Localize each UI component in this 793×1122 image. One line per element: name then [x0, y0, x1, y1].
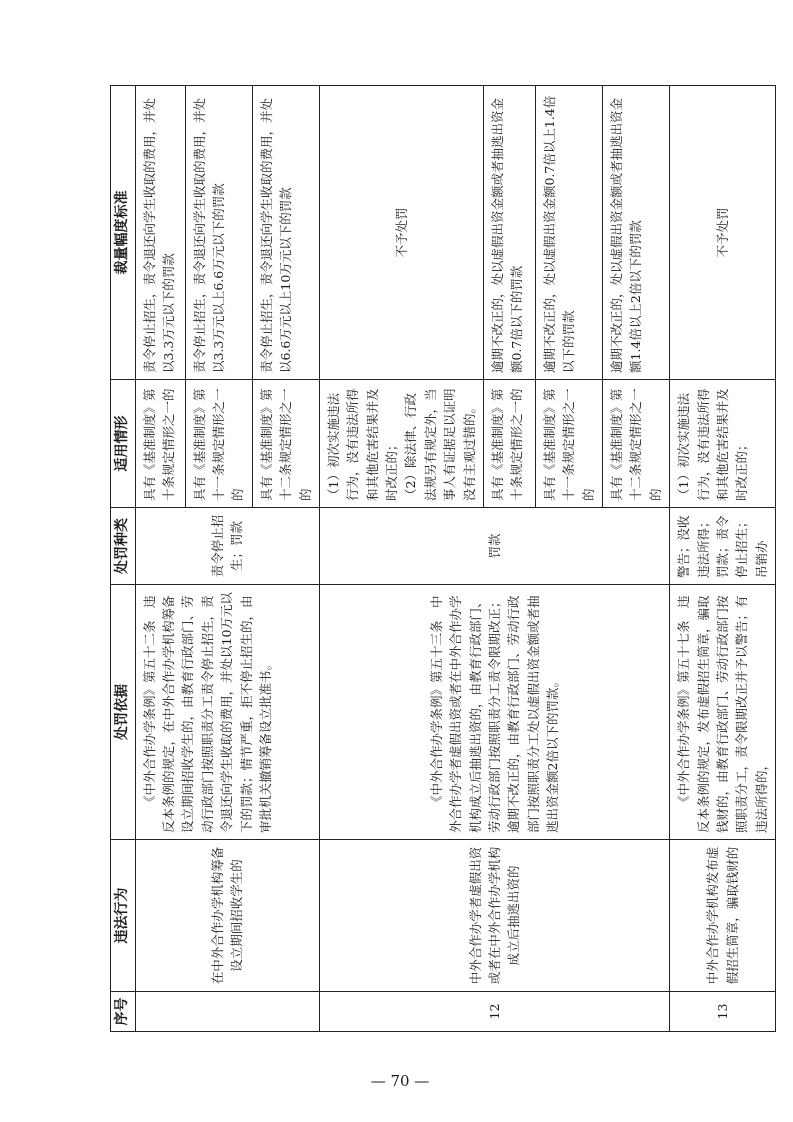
rotated-page [110, 86, 769, 1032]
row-a-situation-1: 具有《基准制度》第十条规定情形之一的 [135, 380, 185, 508]
header-kind: 处罚种类 [111, 508, 136, 585]
row-a-kind: 责令停止招生；罚款 [135, 508, 319, 585]
row-a-standard-3: 责令停止招生，责令退还向学生收取的费用，并处以6.6万元以上10万元以下的罚款 [252, 86, 319, 380]
table-row [670, 86, 776, 1032]
row-12-situation-1: （1）初次实施违法行为，没有违法所得和其他危害结果并及时改正的； （2）除法律、行政法规另有规定外，当事人有证据足以证明没有主观过错的。 [319, 380, 483, 508]
row-13-behavior: 中外合作办学机构发布虚假招生简章，骗取钱财的 [670, 840, 776, 992]
row-13-standard: 不予处罚 [670, 86, 776, 380]
row-12-kind: 罚款 [319, 508, 669, 585]
row-a-no [135, 992, 319, 1032]
row-12-situation-3: 具有《基准制度》第十一条规定情形之一的 [535, 380, 602, 508]
row-12-situation-4: 具有《基准制度》第十二条规定情形之一的 [603, 380, 670, 508]
row-12-behavior: 中外合作办学者虚假出资或者在中外合作办学机构成立后抽逃出资的 [319, 840, 669, 992]
table-header-row [111, 86, 136, 1032]
row-12-standard-4: 逾期不改正的，处以虚假出资金额或者抽逃出资金额1.4倍以上2倍以下的罚款 [603, 86, 670, 380]
row-a-basis: 《中外合作办学条例》第五十二条 违反本条例的规定，在中外合作办学机构筹备设立期间招收学生的，由教育行政部门、劳动行政部门按照职责分工责令停止招生，责令退还向学生收取的费用，并处以10万元以下的罚款；情节严重，拒不停止招生的，由审批机关撤销筹备设立批准书。 [135, 585, 319, 840]
row-a-behavior: 在中外合作办学机构筹备设立期间招收学生的 [135, 840, 319, 992]
row-12-standard-1: 不予处罚 [319, 86, 483, 380]
row-a-situation-2: 具有《基准制度》第十一条规定情形之一的 [185, 380, 252, 508]
header-no: 序号 [111, 992, 136, 1032]
header-standard: 裁量幅度标准 [111, 86, 136, 380]
header-situation: 适用情形 [111, 380, 136, 508]
row-13-no: 13 [670, 992, 776, 1032]
row-12-standard-2: 逾期不改正的，处以虚假出资金额或者抽逃出资金额0.7倍以下的罚款 [483, 86, 535, 380]
row-a-situation-3: 具有《基准制度》第十二条规定情形之一的 [252, 380, 319, 508]
row-a-standard-1: 责令停止招生，责令退还向学生收取的费用，并处以3.3万元以下的罚款 [135, 86, 185, 380]
table-row [319, 86, 483, 1032]
row-13-basis: 《中外合作办学条例》第五十七条 违反本条例的规定，发布虚假招生简章，骗取钱财的，由教育行政部门、劳动行政部门按照职责分工，责令限期改正并予以警告；有违法所得的， [670, 585, 776, 840]
row-a-standard-2: 责令停止招生，责令退还向学生收取的费用，并处以3.3万元以上6.6万元以下的罚款 [185, 86, 252, 380]
page-number: — 70 — [370, 1072, 430, 1090]
row-13-situation: （1）初次实施违法行为，没有违法所得和其他危害结果并及时改正的； [670, 380, 776, 508]
header-basis: 处罚依据 [111, 585, 136, 840]
row-12-no: 12 [319, 992, 669, 1032]
row-12-situation-2: 具有《基准制度》第十条规定情形之一的 [483, 380, 535, 508]
row-12-basis: 《中外合作办学条例》第五十三条 中外合作办学者虚假出资或者在中外合作办学机构成立后抽逃出资的，由教育行政部门、劳动行政部门按照职责分工责令限期改正；逾期不改正的，由教育行政部门、劳动行政部门按照职责分工处以虚假出资金额或者抽逃出资金额2倍以下的罚款。 [319, 585, 669, 840]
penalty-standard-table [110, 85, 776, 1032]
table-row [135, 86, 185, 1032]
row-12-standard-3: 逾期不改正的，处以虚假出资金额0.7倍以上1.4倍以下的罚款 [535, 86, 602, 380]
header-behavior: 违法行为 [111, 840, 136, 992]
row-13-kind: 警告；没收违法所得；罚款；责令停止招生；吊销办 [670, 508, 776, 585]
